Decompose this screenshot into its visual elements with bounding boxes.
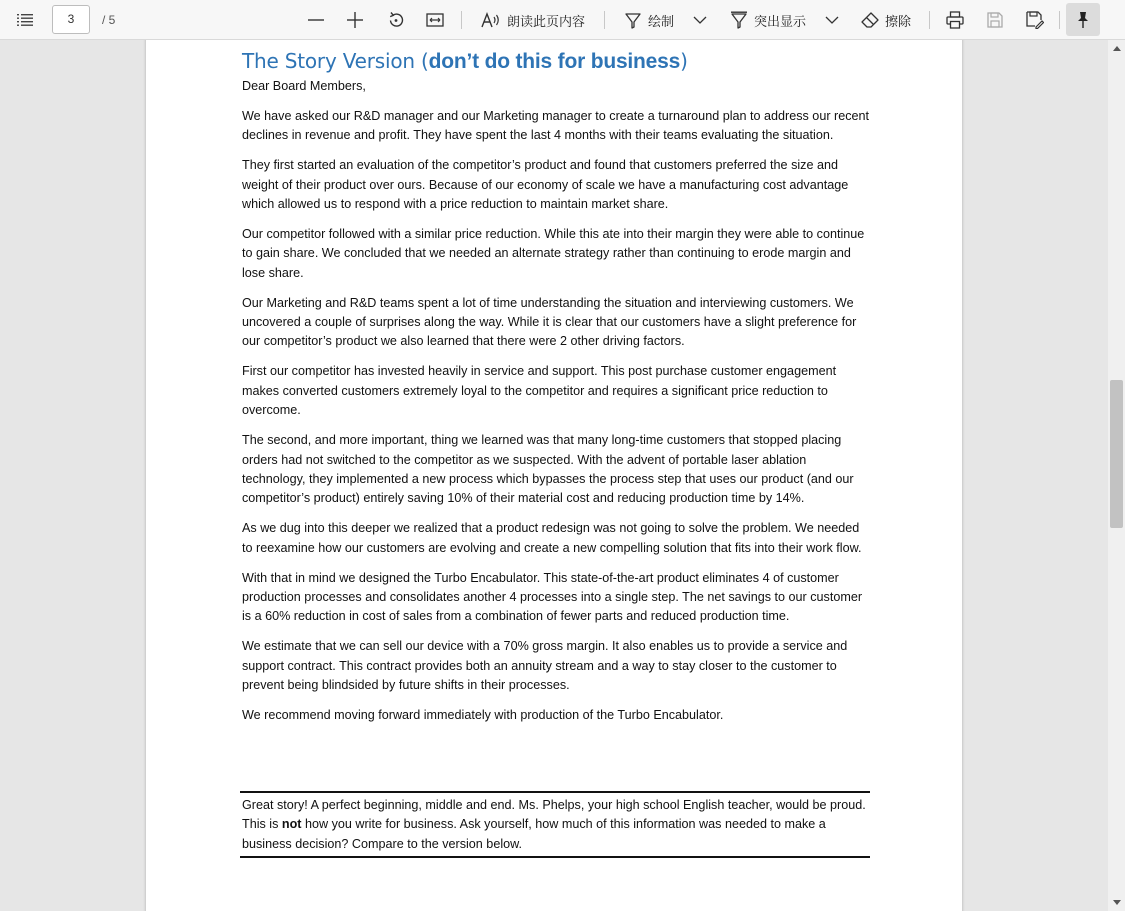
- body-paragraph: Our competitor followed with a similar price reduction. While this ate into their margin they were able to continue to gain share. We concluded that we needed an alternate strategy rather than continuing to erode margin and lose share.: [242, 226, 865, 280]
- zoom-in-icon[interactable]: [342, 0, 368, 40]
- page-total: / 5: [102, 13, 116, 27]
- critique-text: Great story! A perfect beginning, middle and end. Ms. Phelps, your high school English teacher, would be proud. This is: [242, 798, 866, 832]
- section-heading: [242, 46, 872, 77]
- page-number-input[interactable]: 3: [52, 5, 90, 34]
- critique-emphasis: not: [281, 817, 302, 832]
- pin-toolbar-button[interactable]: [1066, 3, 1100, 36]
- heading-bold-text: don’t do this for business: [428, 50, 681, 73]
- highlight-button[interactable]: [724, 0, 812, 40]
- body-paragraph: We estimate that we can sell our device with a 70% gross margin. It also enables us to provide a service and support contract. This contract provides both an annuity stream and a way to stay closer to the customer to prevent being blindsided by future shifts in their processes.: [242, 639, 848, 693]
- body-paragraph: The second, and more important, thing we learned was that many long-time customers that stopped placing orders had not switched to the competitor as we suspected. With the advent of portable laser ablation technology, they implemented a new process which bypasses the process step that uses our product (and our competitor’s product) entirely saving 10% of their material cost and reducing production time by 14%.: [242, 433, 854, 506]
- body-paragraph: We have asked our R&D manager and our Marketing manager to create a turnaround plan to address our recent declines in revenue and profit. They have spent the last 4 months with their teams evaluating the situation.: [242, 108, 870, 143]
- rotate-icon[interactable]: [383, 0, 409, 40]
- toolbar-separator: [604, 11, 605, 29]
- draw-options-chevron-down-icon[interactable]: [688, 0, 712, 40]
- fit-page-icon[interactable]: [422, 0, 448, 40]
- eraser-icon: [861, 12, 879, 28]
- body-paragraph: As we dug into this deeper we realized that a product redesign was not going to solve the problem. We needed to reexamine how our customers are evolving and create a new compelling solution that fits into their work flow.: [242, 521, 862, 555]
- save-as-icon[interactable]: [1022, 0, 1048, 40]
- scroll-down-arrow-icon[interactable]: [1108, 894, 1125, 911]
- draw-button[interactable]: [620, 0, 678, 40]
- draw-icon: [624, 11, 642, 29]
- pdf-toolbar: [0, 0, 1125, 40]
- body-paragraph: First our competitor has invested heavily in service and support. This post purchase customer engagement makes converted customers extremely loyal to the competitor and requires a significant price reduction to overcome.: [242, 364, 837, 418]
- pdf-page: [146, 40, 962, 911]
- page-content: [242, 46, 872, 736]
- erase-label: 擦除: [884, 14, 911, 30]
- draw-label: 绘制: [647, 14, 674, 30]
- contents-icon[interactable]: [12, 0, 38, 40]
- document-viewer[interactable]: [0, 40, 1108, 911]
- toolbar-separator: [929, 11, 930, 29]
- save-icon[interactable]: [982, 0, 1008, 40]
- toolbar-separator: [1059, 11, 1060, 29]
- vertical-scrollbar[interactable]: [1108, 40, 1125, 911]
- pin-icon: [1075, 11, 1091, 29]
- critique-box: [240, 791, 870, 858]
- print-icon[interactable]: [942, 0, 968, 40]
- zoom-out-icon[interactable]: [303, 0, 329, 40]
- heading-close: ): [680, 49, 688, 73]
- greeting: Dear Board Members,: [242, 79, 366, 93]
- highlight-options-chevron-down-icon[interactable]: [820, 0, 844, 40]
- read-aloud-icon: [481, 12, 501, 28]
- highlight-label: 突出显示: [753, 14, 806, 30]
- toolbar-separator: [461, 11, 462, 29]
- body-paragraph: They first started an evaluation of the competitor’s product and found that customers preferred the size and weight of their product over ours. Because of our economy of scale we have a manufacturing cost advantage which allowed us to respond with a price reduction to maintain market share.: [242, 158, 849, 212]
- erase-button[interactable]: [856, 0, 916, 40]
- read-aloud-label: 朗读此页内容: [506, 14, 585, 30]
- heading-text: The Story Version (: [242, 49, 429, 73]
- body-paragraph: Our Marketing and R&D teams spent a lot of time understanding the situation and interviewing customers. We uncovered a couple of surprises along the way. While it is clear that our customers have a slight preference for our competitor’s product we also learned that there were 2 other driving factors.: [242, 295, 857, 349]
- read-aloud-button[interactable]: [477, 0, 589, 40]
- body-paragraph: With that in mind we designed the Turbo Encabulator. This state-of-the-art product eliminates 4 of customer production processes and consolidates another 4 processes into a single step. The net savings to our customer is a 60% reduction in cost of sales from a combination of fewer parts and reduced production time.: [242, 570, 863, 624]
- scrollbar-thumb[interactable]: [1110, 380, 1123, 528]
- highlight-icon: [730, 11, 748, 29]
- body-paragraph: We recommend moving forward immediately with production of the Turbo Encabulator.: [242, 707, 724, 722]
- critique-text-end: how you write for business. Ask yourself, how much of this information was needed to make a business decision? Compare to the version below.: [242, 817, 826, 851]
- scroll-up-arrow-icon[interactable]: [1108, 40, 1125, 57]
